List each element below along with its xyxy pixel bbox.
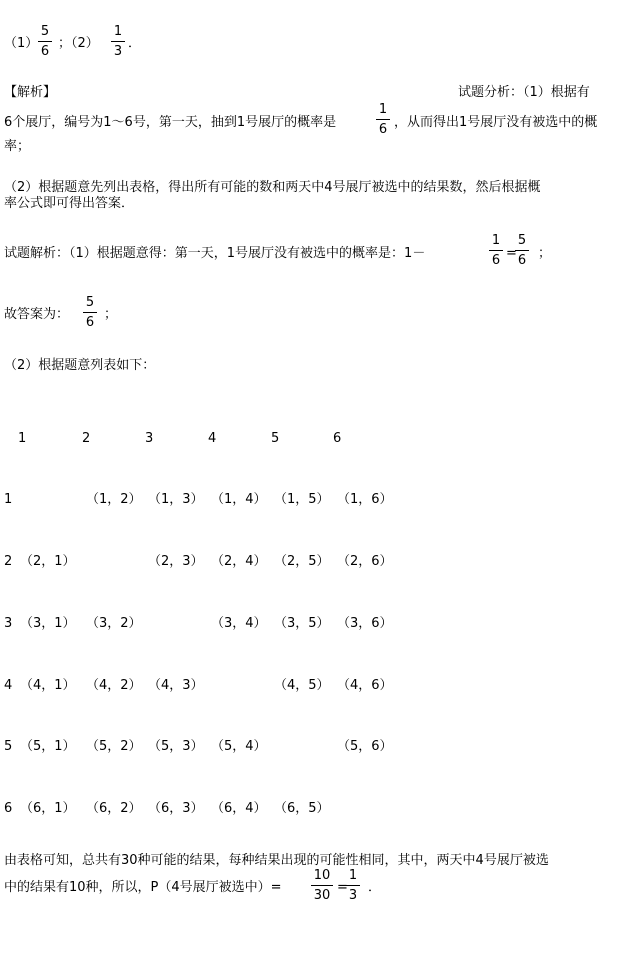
table-cell: （1，6） — [337, 492, 393, 507]
denominator: 6 — [378, 122, 388, 137]
analysis-fraction — [376, 102, 390, 137]
table-cell: （5，4） — [211, 739, 267, 754]
analysis-heading: 【解析】 — [4, 85, 57, 100]
numerator: 5 — [85, 295, 95, 310]
numerator: 10 — [313, 868, 331, 883]
conclusion-fraction2 — [346, 868, 360, 903]
denominator: 6 — [40, 44, 50, 59]
table-header-cell: 2 — [82, 431, 91, 446]
answer-part2-fraction — [111, 24, 125, 59]
conclusion-fraction1 — [311, 868, 333, 903]
table-cell: （3，4） — [211, 616, 267, 631]
numerator: 1 — [491, 233, 501, 248]
table-cell: （5，1） — [20, 739, 76, 754]
table-row-label: 6 — [4, 801, 13, 816]
answer-separator: ；（2） — [58, 36, 99, 51]
table-cell: （4，6） — [337, 678, 393, 693]
table-cell: （2，4） — [211, 554, 267, 569]
table-row-label: 1 — [4, 492, 13, 507]
denominator: 6 — [85, 315, 95, 330]
answer-end: ． — [128, 36, 142, 51]
table-cell: （4，2） — [86, 678, 142, 693]
table-cell: （5，6） — [337, 739, 393, 754]
solution-fraction2 — [515, 233, 529, 268]
table-cell: （6，2） — [86, 801, 142, 816]
table-cell: （6，1） — [20, 801, 76, 816]
denominator: 6 — [517, 253, 527, 268]
table-header-cell: 1 — [18, 431, 27, 446]
table-header-cell: 3 — [145, 431, 154, 446]
conclusion-line1: 由表格可知，总共有30种可能的结果，每种结果出现的可能性相同，其中，两天中4号展厅被选 — [4, 853, 549, 868]
numerator: 5 — [517, 233, 527, 248]
table-cell: （2，3） — [148, 554, 204, 569]
table-cell: （5，2） — [86, 739, 142, 754]
solution-line1-end: ； — [538, 246, 552, 261]
numerator: 1 — [113, 24, 123, 39]
numerator: 5 — [40, 24, 50, 39]
conclusion-line2: 中的结果有10种，所以，P（4号展厅被选中）= — [4, 880, 282, 895]
table-cell: （2，5） — [274, 554, 330, 569]
denominator: 30 — [313, 888, 331, 903]
answer-part1-fraction — [38, 24, 52, 59]
analysis-line1a: 6个展厅，编号为1～6号，第一天，抽到1号展厅的概率是 — [4, 115, 337, 130]
table-row-label: 3 — [4, 616, 13, 631]
table-cell: （1，2） — [86, 492, 142, 507]
analysis-line2: 率； — [4, 139, 31, 154]
denominator: 3 — [348, 888, 358, 903]
solution-line1: 试题解析：（1）根据题意得：第一天，1号展厅没有被选中的概率是：1－ — [4, 246, 426, 261]
analysis-part2-line1: （2）根据题意先列出表格，得出所有可能的数和两天中4号展厅被选中的结果数，然后根据概 — [4, 180, 541, 195]
table-cell: （3，5） — [274, 616, 330, 631]
table-row-label: 2 — [4, 554, 13, 569]
denominator: 6 — [491, 253, 501, 268]
table-cell: （6，3） — [148, 801, 204, 816]
table-cell: （1，3） — [148, 492, 204, 507]
solution-equals: = — [506, 246, 517, 261]
numerator: 1 — [378, 102, 388, 117]
table-cell: （1，4） — [211, 492, 267, 507]
answer-part1-label: （1） — [4, 36, 39, 51]
answer-label: 故答案为： — [4, 307, 70, 322]
table-cell: （4，5） — [274, 678, 330, 693]
table-cell: （1，5） — [274, 492, 330, 507]
table-cell: （4，1） — [20, 678, 76, 693]
conclusion-end: ． — [368, 880, 382, 895]
solution-fraction1 — [489, 233, 503, 268]
table-cell: （5，3） — [148, 739, 204, 754]
table-cell: （3，2） — [86, 616, 142, 631]
analysis-part2-line2: 率公式即可得出答案． — [4, 196, 135, 211]
answer-fraction — [83, 295, 97, 330]
denominator: 3 — [113, 44, 123, 59]
numerator: 1 — [348, 868, 358, 883]
table-header-cell: 4 — [208, 431, 217, 446]
answer-end: ； — [104, 307, 118, 322]
analysis-intro-right: 试题分析：（1）根据有 — [458, 85, 590, 100]
table-cell: （4，3） — [148, 678, 204, 693]
table-cell: （3，6） — [337, 616, 393, 631]
table-cell: （2，6） — [337, 554, 393, 569]
table-header-cell: 6 — [333, 431, 342, 446]
table-cell: （2，1） — [20, 554, 76, 569]
solution-part2-intro: （2）根据题意列表如下： — [4, 358, 156, 373]
table-row-label: 4 — [4, 678, 13, 693]
table-cell: （3，1） — [20, 616, 76, 631]
analysis-line1b: ，从而得出1号展厅没有被选中的概 — [394, 115, 598, 130]
table-cell: （6，5） — [274, 801, 330, 816]
table-header-cell: 5 — [271, 431, 280, 446]
table-cell: （6，4） — [211, 801, 267, 816]
conclusion-equals: = — [337, 880, 348, 895]
table-row-label: 5 — [4, 739, 13, 754]
